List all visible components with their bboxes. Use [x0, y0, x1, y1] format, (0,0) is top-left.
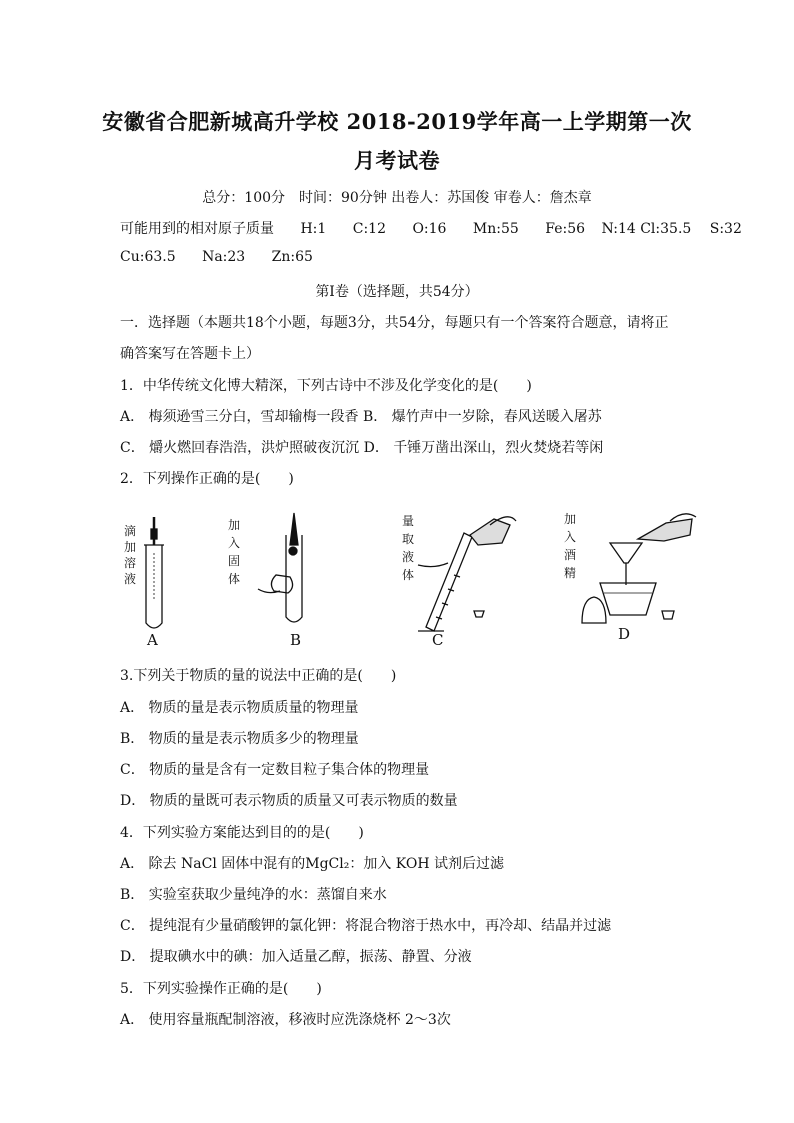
- q1-options-cd: C． 爝火燃回春浩浩，洪炉照破夜沉沉 D． 千锤万凿出深山，烈火焚烧若等闲: [120, 440, 604, 456]
- panel-a-caption-3: 溶: [124, 556, 137, 570]
- section-heading: 第Ⅰ卷（选择题，共54分）: [315, 284, 479, 300]
- panel-a-illustration: [124, 517, 164, 649]
- panel-b-caption-1: 加: [228, 518, 241, 532]
- panel-a-caption-1: 滴: [124, 524, 137, 538]
- panel-d-caption-2: 入: [564, 530, 577, 544]
- q1-stem: 1．中华传统文化博大精深，下列古诗中不涉及化学变化的是( ): [120, 378, 532, 394]
- panel-b-caption-4: 体: [228, 572, 241, 586]
- mass-cu: Cu:63.5: [120, 249, 176, 265]
- panel-c-illustration: [402, 514, 516, 649]
- mass-o: O:16: [412, 221, 447, 237]
- section-intro-line2: 确答案写在答题卡上）: [120, 346, 260, 362]
- mass-fe: Fe:56: [545, 221, 586, 237]
- q4-stem: 4．下列实验方案能达到目的的是( ): [120, 825, 364, 841]
- mass-n-cl: N:14 Cl:35.5: [601, 221, 692, 237]
- atomic-masses-label: 可能用到的相对原子质量: [120, 221, 274, 237]
- mass-na: Na:23: [202, 249, 246, 265]
- exam-title-line2: 月考试卷: [354, 148, 440, 173]
- panel-d-label: D: [618, 625, 631, 643]
- panel-c-label: C: [432, 631, 444, 649]
- q3-stem: 3.下列关于物质的量的说法中正确的是( ): [120, 668, 397, 684]
- q1-options-ab: A． 梅须逊雪三分白，雪却输梅一段香 B． 爆竹声中一岁除，春风送暖入屠苏: [120, 409, 602, 425]
- mass-mn: Mn:55: [472, 221, 519, 237]
- panel-b-illustration: [228, 513, 302, 649]
- mass-zn: Zn:65: [271, 249, 313, 265]
- panel-b-label: B: [290, 631, 302, 649]
- q4-option-a: A． 除去 NaCl 固体中混有的MgCl₂：加入 KOH 试剂后过滤: [120, 856, 505, 872]
- q5-option-a: A． 使用容量瓶配制溶液，移液时应洗涤烧杯 2～3次: [120, 1012, 451, 1028]
- panel-c-caption-3: 液: [402, 550, 415, 564]
- section-intro-line1: 一．选择题（本题共18个小题，每题3分，共54分，每题只有一个答案符合题意，请将正: [120, 315, 669, 331]
- panel-a-caption-2: 加: [124, 540, 137, 554]
- panel-d-illustration: [564, 511, 696, 643]
- panel-c-caption-4: 体: [402, 568, 415, 582]
- panel-b-caption-3: 固: [228, 554, 241, 568]
- panel-b-caption-2: 入: [228, 536, 241, 550]
- q2-stem: 2．下列操作正确的是( ): [120, 471, 294, 487]
- mass-c: C:12: [352, 221, 386, 237]
- q5-stem: 5．下列实验操作正确的是( ): [120, 981, 322, 997]
- q3-option-b: B． 物质的量是表示物质多少的物理量: [120, 731, 359, 747]
- panel-d-caption-4: 精: [564, 566, 577, 580]
- panel-c-caption-1: 量: [402, 514, 415, 528]
- atomic-masses-line1: [120, 218, 764, 238]
- q2-apparatus-figure: [118, 505, 708, 650]
- q4-option-d: D． 提取碘水中的碘：加入适量乙醇，振荡、静置、分液: [120, 949, 472, 965]
- panel-a-label: A: [147, 631, 158, 649]
- exam-meta: 总分：100分 时间：90分钟 出卷人：苏国俊 审卷人：詹杰章: [202, 190, 592, 206]
- mass-h: H:1: [300, 221, 327, 237]
- panel-c-caption-2: 取: [402, 532, 415, 546]
- q4-option-c: C． 提纯混有少量硝酸钾的氯化钾：将混合物溶于热水中，再冷却、结晶并过滤: [120, 918, 612, 934]
- mass-s: S:32: [709, 221, 742, 237]
- panel-d-caption-3: 酒: [564, 548, 577, 562]
- panel-a-caption-4: 液: [124, 572, 137, 586]
- atomic-masses-line2: [120, 249, 335, 265]
- q3-option-d: D． 物质的量既可表示物质的质量又可表示物质的数量: [120, 793, 458, 809]
- panel-d-caption-1: 加: [564, 512, 577, 526]
- exam-title-line1: 安徽省合肥新城高升学校 2018-2019学年高一上学期第一次: [102, 109, 692, 134]
- q3-option-c: C． 物质的量是含有一定数目粒子集合体的物理量: [120, 762, 430, 778]
- q4-option-b: B． 实验室获取少量纯净的水：蒸馏自来水: [120, 887, 387, 903]
- q3-option-a: A． 物质的量是表示物质质量的物理量: [120, 700, 359, 716]
